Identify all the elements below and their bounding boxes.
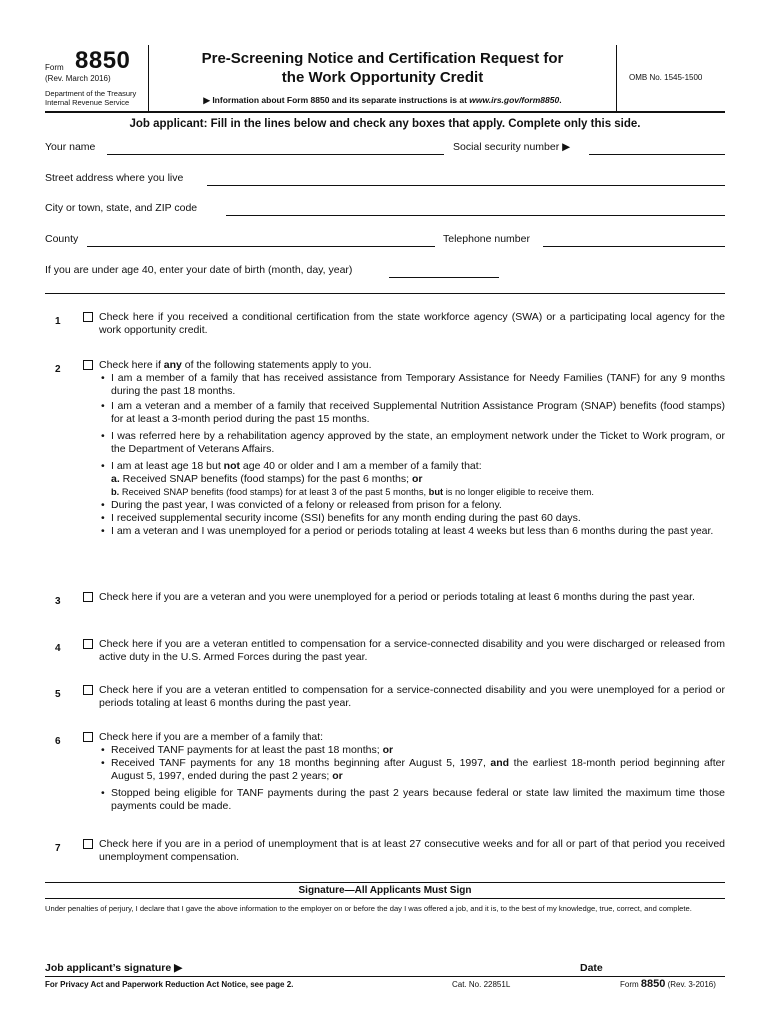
sub-bold: but [428,487,444,497]
dob-label: If you are under age 40, enter your date of birth (month, day, year) [45,264,353,276]
footer-revision: (Rev. 3-2016) [665,980,716,989]
form-word: Form [45,63,64,72]
footer-form-word: Form [620,980,641,989]
form-revision: (Rev. March 2016) [45,74,111,83]
bullet-text: I am at least age 18 but [111,460,224,472]
intro-text: Check here if [99,359,164,371]
perjury-statement: Under penalties of perjury, I declare that I gave the above information to the employer on or before the day I was offered a job, and it is, to the best of my knowledge, true, correct, and complete. [45,904,692,913]
county-field[interactable] [87,246,435,247]
item-2-text [99,359,725,538]
info-prefix: ▶ Information about Form 8850 and its separate instructions is at [203,95,470,105]
omb-block [616,45,725,111]
item-2-checkbox[interactable] [83,360,93,370]
item-number: 1 [55,316,61,327]
item-2-bullet-5: • During the past year, I was convicted of a felony or released from prison for a felony. [99,499,725,512]
item-1-checkbox[interactable] [83,312,93,322]
county-label: County [45,233,79,245]
item-2-bullet-4 [99,460,725,473]
sub-text: Received SNAP benefits (food stamps) for at least 3 of the past 5 months, [119,487,429,497]
info-url-link[interactable]: www.irs.gov/form8850 [469,95,560,105]
bullet-text: the earliest 18-month period beginning after August 5, 1997, ended during the past 2 years; [111,757,725,782]
item-number: 2 [55,364,61,375]
department [45,89,136,107]
dob-field[interactable] [389,277,499,278]
footer-form-number: 8850 [640,978,666,990]
department-line2: Internal Revenue Service [45,98,130,107]
city-label: City or town, state, and ZIP code [45,202,198,214]
name-row [45,141,725,157]
footer-form-id [620,978,716,990]
item-6-text [99,731,725,813]
item-3-checkbox[interactable] [83,592,93,602]
item-2-bullet-7: • I am a veteran and I was unemployed for a period or periods totaling at least 4 weeks but less than 6 months during the past year. [99,525,725,538]
fields-divider [45,293,725,294]
item-number: 6 [55,736,61,747]
item-3-text: Check here if you are a veteran and you were unemployed for a period or periods totaling at least 6 months during the past year. [99,591,695,603]
telephone-field[interactable] [543,246,725,247]
form-title [149,49,616,87]
item-5-checkbox[interactable] [83,685,93,695]
item-2-sub-b [99,486,725,499]
county-row [45,233,725,249]
sub-bold: or [411,473,423,485]
street-field[interactable] [207,185,725,186]
intro-bold: any [163,359,182,371]
city-row [45,202,725,218]
item-2-bullet-1: • I am a member of a family that has received assistance from Temporary Assistance for Needy Families (TANF) for any 9 months during the past 18 months. [99,372,725,398]
item-1-text: Check here if you received a conditional certification from the state workforce agency (SWA) or a participating local agency for the work opportunity credit. [99,311,725,336]
your-name-field[interactable] [107,154,444,155]
street-row [45,172,725,188]
city-field[interactable] [226,215,725,216]
title-line1: Pre-Screening Notice and Certification Request for [201,50,564,67]
item-2-bullet-2: • I am a veteran and a member of a family that received Supplemental Nutrition Assistance Program (SNAP) benefits (food stamps) for at least a 3-month period during the past 15 months. [99,400,725,426]
form-number: 8850 [75,47,131,74]
form-header [45,45,725,111]
item-6-intro: Check here if you are a member of a family that: [99,731,324,743]
street-label: Street address where you live [45,172,184,184]
sub-label: b. [111,487,120,497]
bullet-text: Received TANF payments for any 18 months beginning after August 5, 1997, [111,757,491,769]
sub-text: is no longer eligible to receive them. [443,487,595,497]
item-2-bullet-3: • I was referred here by a rehabilitation agency approved by the state, an employment network under the Ticket to Work program, or the Department of Veterans Affairs. [99,430,725,456]
sub-text: Received SNAP benefits (food stamps) for the past 6 months; [119,473,412,485]
signature-heading: Signature—All Applicants Must Sign [298,885,472,896]
footer-rule [45,976,725,977]
signature-field[interactable]: Job applicant’s signature ▶ [45,962,183,974]
bullet-bold: not [223,460,240,472]
item-2-intro [99,359,725,372]
bullet-text: Received TANF payments for at least the past 18 months; [111,744,383,756]
sub-label: a. [111,473,120,485]
header-rule [45,111,725,113]
item-number: 4 [55,643,61,654]
ssn-field[interactable] [589,154,725,155]
signature-rule [45,882,725,883]
your-name-label: Your name [45,141,96,153]
item-6-bullet-2 [99,757,725,783]
dob-row [45,264,725,280]
bullet-bold: or [382,744,394,756]
omb-number: OMB No. 1545-1500 [629,73,703,82]
item-7-checkbox[interactable] [83,839,93,849]
title-block [149,45,616,111]
bullet-bold: or [332,770,343,782]
item-6-bullet-1 [99,744,725,757]
item-number: 7 [55,843,61,854]
info-suffix: . [559,95,562,105]
intro-text: of the following statements apply to you. [181,359,372,371]
item-6-checkbox[interactable] [83,732,93,742]
item-2-sub-a [99,473,725,486]
item-6-bullet-3: • Stopped being eligible for TANF payments during the past 2 years because federal or state law limited the maximum time those payments could be made. [99,787,725,813]
item-number: 3 [55,596,61,607]
telephone-label: Telephone number [443,233,530,245]
item-4-text: Check here if you are a veteran entitled to compensation for a service-connected disability and you were discharged or released from active duty in the U.S. Armed Forces during the past year. [99,638,725,663]
item-5-text: Check here if you are a veteran entitled to compensation for a service-connected disability and you were unemployed for a period or periods totaling at least 6 months during the past year. [99,684,725,709]
signature-subrule [45,898,725,899]
form-id-block [45,45,149,111]
item-4-checkbox[interactable] [83,639,93,649]
item-number: 5 [55,689,61,700]
date-field[interactable]: Date [580,962,603,974]
ssn-label: Social security number ▶ [453,141,571,153]
info-line [149,95,616,106]
title-line2: the Work Opportunity Credit [281,69,484,86]
catalog-number: Cat. No. 22851L [452,980,511,989]
item-7-text: Check here if you are in a period of unemployment that is at least 27 consecutive weeks and for all or part of that period you received unemployment compensation. [99,838,725,863]
department-line1: Department of the Treasury [45,89,137,98]
bullet-bold: and [490,757,510,769]
privacy-notice: For Privacy Act and Paperwork Reduction Act Notice, see page 2. [45,980,294,989]
applicant-instruction: Job applicant: Fill in the lines below and check any boxes that apply. Complete only this side. [129,118,641,130]
item-2-bullet-6: • I received supplemental security income (SSI) benefits for any month ending during the past 60 days. [99,512,725,525]
bullet-text: age 40 or older and I am a member of a family that: [239,460,482,472]
